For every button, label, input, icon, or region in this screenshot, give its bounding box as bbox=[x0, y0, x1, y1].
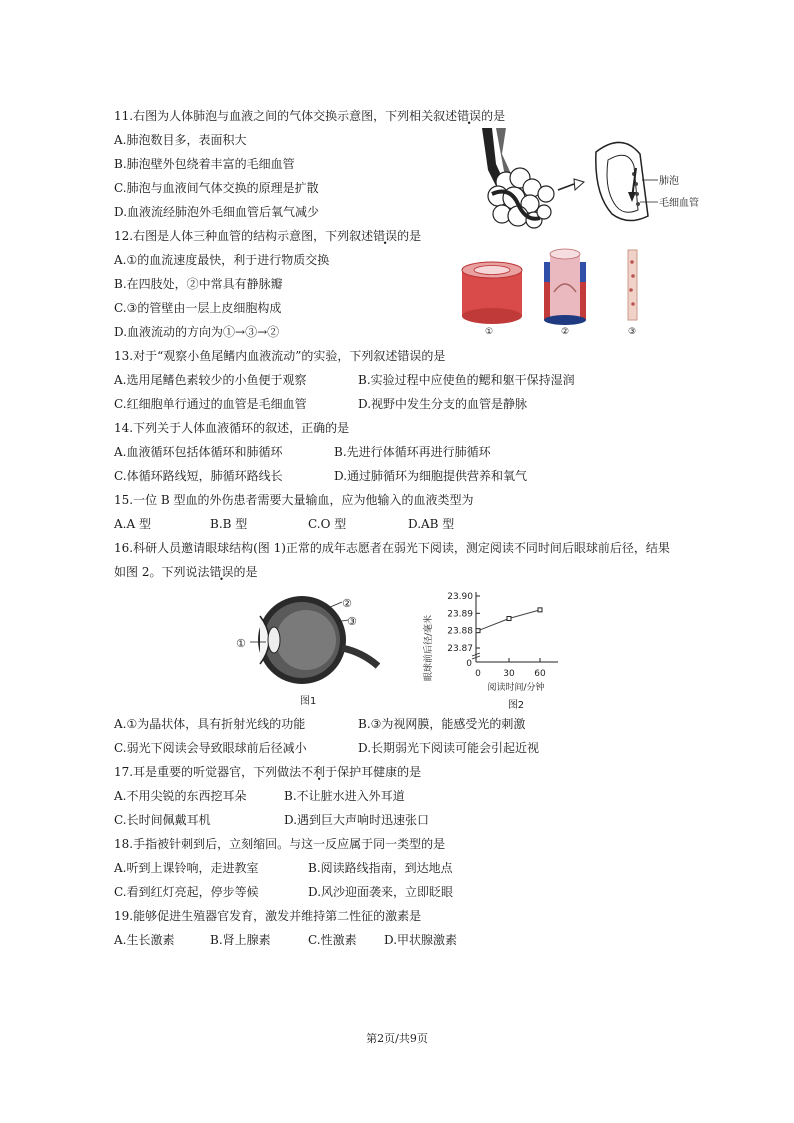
q15-option-d[interactable]: D.AB 型 bbox=[408, 517, 455, 531]
q18-option-a[interactable]: A.听到上课铃响，走进教室 bbox=[114, 861, 259, 875]
chart-origin-label: 0 bbox=[466, 659, 472, 669]
chart-data-point bbox=[538, 608, 542, 612]
eyeball-length-chart bbox=[418, 586, 568, 716]
x-tick-label: 0 bbox=[475, 669, 481, 679]
y-tick-label: 23.90 bbox=[447, 592, 473, 602]
q13-option-b[interactable]: B.实验过程中应使鱼的鳃和躯干保持湿润 bbox=[358, 373, 575, 387]
y-tick-label: 23.87 bbox=[447, 644, 473, 654]
q17-option-c[interactable]: C.长时间佩戴耳机 bbox=[114, 813, 211, 827]
vessel-label-1: ① bbox=[485, 327, 494, 337]
q18-option-d[interactable]: D.风沙迎面袭来，立即眨眼 bbox=[308, 885, 454, 899]
label-capillary: 毛细血管 bbox=[659, 198, 699, 209]
q19-option-c[interactable]: C.性激素 bbox=[308, 933, 357, 947]
fig2-caption: 图2 bbox=[507, 700, 525, 711]
q16-option-a[interactable]: A.①为晶状体，具有折射光线的功能 bbox=[114, 717, 306, 731]
q15-option-b[interactable]: B.B 型 bbox=[210, 517, 248, 531]
q16-option-b[interactable]: B.③为视网膜，能感受光的刺激 bbox=[358, 717, 526, 731]
blood-vessels-figure bbox=[458, 242, 648, 338]
q11-option-d[interactable]: D.血液流经肺泡外毛细血管后氧气减少 bbox=[114, 205, 320, 219]
q11-option-b[interactable]: B.肺泡壁外包绕着丰富的毛细血管 bbox=[114, 157, 295, 171]
q19-option-d[interactable]: D.甲状腺激素 bbox=[384, 933, 458, 947]
q16-option-d[interactable]: D.长期弱光下阅读可能会引起近视 bbox=[358, 741, 540, 755]
eye-structure-figure bbox=[230, 590, 380, 710]
chart-ylabel: 眼球前后径/毫米 bbox=[424, 614, 434, 682]
x-tick-label: 30 bbox=[503, 669, 515, 679]
q17-option-a[interactable]: A.不用尖锐的东西挖耳朵 bbox=[114, 789, 247, 803]
chart-data-point bbox=[476, 629, 480, 633]
q14-option-c[interactable]: C.体循环路线短，肺循环路线长 bbox=[114, 469, 283, 483]
q19-stem: 19.能够促进生殖器官发育，激发并维持第二性征的激素是 bbox=[114, 909, 422, 923]
eye-label-3: ③ bbox=[347, 615, 357, 628]
q19-option-a[interactable]: A.生长激素 bbox=[114, 933, 175, 947]
q18-option-b[interactable]: B.阅读路线指南，到达地点 bbox=[308, 861, 453, 875]
q18-option-c[interactable]: C.看到红灯亮起，停步等候 bbox=[114, 885, 259, 899]
q13-option-d[interactable]: D.视野中发生分支的血管是静脉 bbox=[358, 397, 528, 411]
q15-option-c[interactable]: C.O 型 bbox=[308, 517, 347, 531]
eye-label-2: ② bbox=[342, 597, 352, 610]
vessel-label-3: ③ bbox=[628, 327, 637, 337]
eye-label-1: ① bbox=[236, 637, 246, 650]
q12-option-b[interactable]: B.在四肢处，②中常具有静脉瓣 bbox=[114, 277, 283, 291]
q13-option-a[interactable]: A.选用尾鳍色素较少的小鱼便于观察 bbox=[114, 373, 307, 387]
q12-stem: 12.右图是人体三种血管的结构示意图，下列叙述错误的是 bbox=[114, 229, 422, 243]
x-tick-label: 60 bbox=[534, 669, 546, 679]
q15-option-a[interactable]: A.A 型 bbox=[114, 517, 151, 531]
q13-stem: 13.对于“观察小鱼尾鳍内血液流动”的实验，下列叙述错误的是 bbox=[114, 349, 446, 363]
label-alveolus: 肺泡 bbox=[659, 176, 679, 187]
q13-option-c[interactable]: C.红细胞单行通过的血管是毛细血管 bbox=[114, 397, 307, 411]
q11-stem: 11.右图为人体肺泡与血液之间的气体交换示意图，下列相关叙述错误的是 bbox=[114, 109, 506, 123]
vessel-label-2: ② bbox=[561, 327, 570, 337]
q14-option-b[interactable]: B.先进行体循环再进行肺循环 bbox=[334, 445, 491, 459]
q16-stem-line1: 16.科研人员邀请眼球结构(图 1)正常的成年志愿者在弱光下阅读，测定阅读不同时间后眼球前后径，结果 bbox=[114, 541, 670, 555]
q15-stem: 15.一位 B 型血的外伤患者需要大量输血，应为他输入的血液类型为 bbox=[114, 493, 474, 507]
chart-xlabel: 阅读时间/分钟 bbox=[487, 683, 545, 693]
q14-stem: 14.下列关于人体血液循环的叙述，正确的是 bbox=[114, 421, 350, 435]
q11-option-c[interactable]: C.肺泡与血液间气体交换的原理是扩散 bbox=[114, 181, 319, 195]
y-tick-label: 23.89 bbox=[447, 609, 473, 620]
q12-option-a[interactable]: A.①的血流速度最快，利于进行物质交换 bbox=[114, 253, 330, 267]
y-tick-label: 23.88 bbox=[447, 626, 473, 637]
q19-option-b[interactable]: B.肾上腺素 bbox=[210, 933, 271, 947]
q14-option-a[interactable]: A.血液循环包括体循环和肺循环 bbox=[114, 445, 283, 459]
alveoli-gas-exchange-figure bbox=[462, 124, 702, 234]
q14-option-d[interactable]: D.通过肺循环为细胞提供营养和氧气 bbox=[334, 469, 528, 483]
q17-option-b[interactable]: B.不让脏水进入外耳道 bbox=[284, 789, 405, 803]
q17-option-d[interactable]: D.遇到巨大声响时迅速张口 bbox=[284, 813, 430, 827]
page-number: 第2页/共9页 bbox=[366, 1032, 428, 1045]
q12-option-d[interactable]: D.血液流动的方向为①→③→② bbox=[114, 325, 280, 339]
q12-option-c[interactable]: C.③的管壁由一层上皮细胞构成 bbox=[114, 301, 282, 315]
q18-stem: 18.手指被针刺到后，立刻缩回。与这一反应属于同一类型的是 bbox=[114, 837, 446, 851]
q16-stem-line2: 如图 2。下列说法错误的是 bbox=[114, 565, 258, 579]
q17-stem: 17.耳是重要的听觉器官，下列做法不利于保护耳健康的是 bbox=[114, 765, 422, 779]
q11-option-a[interactable]: A.肺泡数目多，表面积大 bbox=[114, 133, 247, 147]
q16-option-c[interactable]: C.弱光下阅读会导致眼球前后径减小 bbox=[114, 741, 307, 755]
fig1-caption: 图1 bbox=[300, 696, 317, 707]
chart-data-point bbox=[507, 617, 511, 621]
